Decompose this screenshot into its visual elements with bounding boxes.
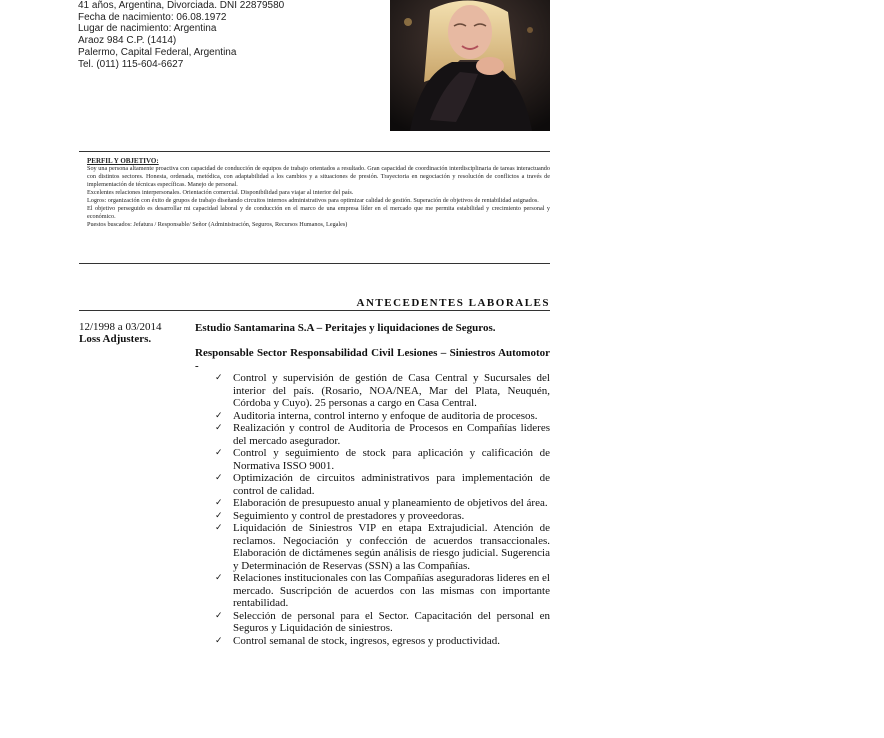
work-history-heading: ANTECEDENTES LABORALES — [79, 296, 550, 311]
list-item-text: Auditoria interna, control interno y enfoque de auditoria de procesos. — [233, 409, 538, 422]
profile-paragraph: Puestos buscados: Jefatura / Responsable/ Señor (Administración, Seguros, Recursos Humanos, Legales) — [87, 221, 348, 228]
profile-paragraph: Excelentes relaciones interpersonales. Orientación comercial. Disponibilidad para viajar al interior del país. — [87, 189, 354, 196]
list-item-text: Control y seguimiento de stock para aplicación y calificación de Normativa ISSO 9001. — [233, 447, 550, 472]
profile-photo — [390, 0, 550, 131]
check-mark-icon: ✓ — [215, 573, 223, 583]
check-mark-icon: ✓ — [215, 498, 223, 508]
list-item — [215, 372, 550, 410]
list-item — [215, 572, 550, 610]
list-item — [215, 472, 550, 497]
personal-line-phone: Tel. (011) 115-604-6627 — [78, 58, 184, 70]
profile-paragraph: Logros: organización con éxito de grupos de trabajo diseñando circuitos internos administrativos para optimizar calidad de gestión. Superación de objetivos de rentabilidad asignados. — [87, 197, 539, 204]
list-item — [215, 447, 550, 472]
profile-objective-title: PERFIL Y OBJETIVO: — [87, 157, 159, 165]
job-role: Loss Adjusters. — [79, 333, 152, 345]
profile-paragraph: El objetivo perseguido es desarrollar mi capacidad laboral y de conducción en el marco de una empresa líder en el mercado que me permita estabilidad y crecimiento personal y económico. — [87, 205, 550, 220]
list-item-text: Optimización de circuitos administrativos para implementación de control de calidad. — [233, 472, 550, 497]
list-item-text: Relaciones institucionales con las Compañías aseguradoras lideres en el mercado. Suscripción de acuerdos con las mismas con importante rentabilidad. — [233, 572, 550, 609]
list-item — [215, 510, 550, 523]
list-item — [215, 410, 550, 423]
job-period — [79, 321, 189, 345]
check-mark-icon: ✓ — [215, 448, 223, 458]
list-item-text: Selección de personal para el Sector. Capacitación del personal en Seguros y Liquidación de siniestros. — [233, 609, 550, 634]
check-mark-icon: ✓ — [215, 473, 223, 483]
personal-line-age: 41 años, Argentina, Divorciada. DNI 22879580 — [78, 0, 285, 11]
profile-objective-box — [79, 151, 550, 264]
check-mark-icon: ✓ — [215, 373, 223, 383]
check-mark-icon: ✓ — [215, 423, 223, 433]
list-item — [215, 635, 550, 648]
personal-line-birthplace: Lugar de nacimiento: Argentina — [78, 23, 217, 35]
list-item-text: Realización y control de Auditoria de Procesos en Compañías lideres del mercado asegurador. — [233, 422, 550, 447]
job-responsibilities-list — [215, 372, 550, 647]
personal-line-city: Palermo, Capital Federal, Argentina — [78, 46, 237, 58]
list-item — [215, 422, 550, 447]
check-mark-icon: ✓ — [215, 510, 223, 521]
job-dates: 12/1998 a 03/2014 — [79, 321, 162, 333]
personal-line-address: Araoz 984 C.P. (1414) — [78, 35, 177, 47]
check-mark-icon: ✓ — [215, 410, 223, 421]
list-item-text: Elaboración de presupuesto anual y planeamiento de objetivos del área. — [233, 497, 548, 509]
check-mark-icon: ✓ — [215, 635, 223, 646]
check-mark-icon: ✓ — [215, 523, 223, 533]
list-item-text: Control semanal de stock, ingresos, egresos y productividad. — [233, 634, 501, 647]
list-item-text: Liquidación de Siniestros VIP en etapa Extrajudicial. Atención de reclamos. Negociación y confección de acuerdos transaccionales. Elaboración de dictámenes según análisis de riesgo judicial. Sugerencia y Determinación de Reservas (SSN) a las Compañías. — [233, 522, 550, 572]
job-company: Estudio Santamarina S.A – Peritajes y liquidaciones de Seguros. — [195, 322, 496, 334]
personal-line-birthdate: Fecha de nacimiento: 06.08.1972 — [78, 11, 227, 23]
job-position: Responsable Sector Responsabilidad Civil Lesiones – Siniestros Automotor - — [195, 347, 550, 372]
check-mark-icon: ✓ — [215, 610, 223, 621]
personal-info — [78, 0, 378, 70]
list-item — [215, 610, 550, 635]
profile-paragraph: Soy una persona altamente proactiva con capacidad de conducción de equipos de trabajo orientados a resultado. Gran capacidad de coordinación interdisciplinaria de tareas interactuando con distintos sectores. Honesta, ordenada, metódica, con adaptabilidad a los cambios y a situaciones de presión. Trayectoria en negociación y resolución de conflictos a través de implementación de técnicas específicas. Manejo de personal. — [87, 165, 550, 188]
list-item — [215, 522, 550, 572]
list-item-text: Seguimiento y control de prestadores y proveedoras. — [233, 509, 465, 522]
list-item-text: Control y supervisión de gestión de Casa Central y Sucursales del interior del país. (Rosario, NOA/NEA, Mar del Plata, Neuquén, Córdoba y Cuyo). 25 personas a cargo en Casa Central. — [233, 372, 550, 409]
list-item — [215, 497, 550, 510]
